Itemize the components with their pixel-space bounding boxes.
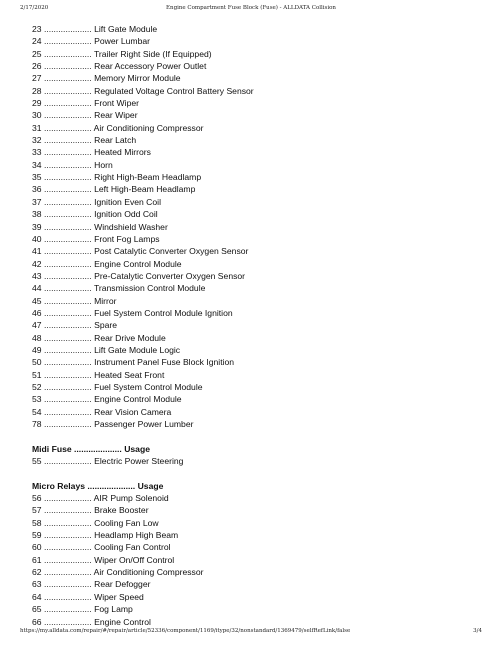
fuse-number: 57 [32, 505, 42, 516]
fuse-usage: Engine Control Module [94, 394, 182, 405]
dot-leader: .................... [43, 48, 92, 59]
fuse-number: 27 [32, 73, 42, 84]
dot-leader: .................... [43, 517, 92, 528]
fuse-number: 30 [32, 110, 42, 121]
fuse-number: 49 [32, 344, 42, 355]
list-item [32, 529, 472, 541]
dot-leader: .................... [43, 456, 92, 467]
fuse-usage: Wiper On/Off Control [94, 554, 175, 565]
fuse-number: 45 [32, 295, 42, 306]
list-item [32, 307, 472, 319]
dot-leader: .................... [43, 258, 92, 269]
list-item [32, 616, 472, 628]
dot-leader: .................... [43, 159, 92, 170]
fuse-number: 61 [32, 554, 42, 565]
list-item [32, 541, 472, 553]
dot-leader: .................... [43, 530, 92, 541]
list-item [32, 171, 472, 183]
fuse-usage: Trailer Right Side (If Equipped) [93, 48, 212, 59]
fuse-usage: Post Catalytic Converter Oxygen Sensor [94, 246, 249, 257]
list-item [32, 134, 472, 146]
heading-label: Midi Fuse [32, 443, 72, 454]
dot-leader: .................... [43, 270, 92, 281]
list-item [32, 35, 472, 47]
list-item [32, 196, 472, 208]
heading-usage: Usage [137, 480, 164, 491]
fuse-number: 37 [32, 196, 42, 207]
micro-relays-heading [32, 480, 472, 492]
fuse-list-document [32, 23, 472, 628]
fuse-usage: Right High-Beam Headlamp [94, 172, 202, 183]
dot-leader: .................... [43, 233, 92, 244]
list-item [32, 566, 472, 578]
list-item [32, 208, 472, 220]
list-item [32, 146, 472, 158]
dot-leader: .................... [43, 381, 92, 392]
dot-leader: .................... [43, 542, 92, 553]
fuse-list [32, 23, 472, 430]
fuse-number: 55 [32, 456, 42, 467]
dot-leader: .................... [43, 73, 92, 84]
list-item [32, 504, 472, 516]
list-item [32, 554, 472, 566]
fuse-number: 59 [32, 530, 42, 541]
fuse-usage: Air Conditioning Compressor [93, 122, 204, 133]
fuse-number: 78 [32, 419, 42, 429]
dot-leader: .................... [43, 394, 92, 405]
fuse-number: 32 [32, 135, 42, 146]
dot-leader: .................... [43, 246, 92, 257]
fuse-usage: Fuel System Control Module [94, 381, 203, 392]
fuse-usage: Heated Mirrors [94, 147, 151, 158]
dot-leader: .................... [43, 591, 92, 602]
fuse-usage: Ignition Even Coil [94, 196, 161, 207]
fuse-usage: Electric Power Steering [94, 456, 184, 467]
list-item [32, 381, 472, 393]
fuse-usage: Heated Seat Front [94, 369, 165, 380]
fuse-usage: Front Fog Lamps [94, 233, 160, 244]
fuse-usage: Power Lumbar [94, 36, 150, 47]
fuse-number: 33 [32, 147, 42, 158]
dot-leader: .................... [43, 419, 92, 429]
fuse-number: 38 [32, 209, 42, 220]
list-item [32, 406, 472, 418]
fuse-usage: Cooling Fan Control [94, 542, 171, 553]
fuse-usage: Pre-Catalytic Converter Oxygen Sensor [94, 270, 246, 281]
dot-leader: .................... [43, 579, 92, 590]
dot-leader: .................... [43, 147, 92, 158]
list-item [32, 48, 472, 60]
fuse-usage: Mirror [94, 295, 117, 306]
print-date: 2/17/2020 [20, 5, 49, 11]
dot-leader: .................... [43, 122, 92, 133]
list-item [32, 85, 472, 97]
fuse-number: 54 [32, 406, 42, 417]
fuse-usage: Left High-Beam Headlamp [94, 184, 196, 195]
list-item [32, 517, 472, 529]
list-item [32, 245, 472, 257]
page-url: https://my.alldata.com/repair/#/repair/article/52336/component/1169/itype/32/nonstandard/1369479/selfRefLink/false [20, 628, 351, 634]
dot-leader: .................... [43, 283, 92, 294]
fuse-number: 25 [32, 48, 42, 59]
dot-leader: .................... [43, 344, 92, 355]
fuse-number: 35 [32, 172, 42, 183]
fuse-usage: Regulated Voltage Control Battery Sensor [94, 85, 254, 96]
fuse-number: 48 [32, 332, 42, 343]
list-item [32, 109, 472, 121]
fuse-number: 66 [32, 616, 42, 627]
list-item [32, 455, 472, 467]
fuse-usage: Rear Drive Module [94, 332, 166, 343]
fuse-number: 42 [32, 258, 42, 269]
list-item [32, 233, 472, 245]
list-item [32, 356, 472, 368]
list-item [32, 332, 472, 344]
fuse-usage: Cooling Fan Low [94, 517, 159, 528]
dot-leader: .................... [43, 554, 92, 565]
fuse-usage: Brake Booster [94, 505, 149, 516]
list-item [32, 295, 472, 307]
fuse-usage: Rear Vision Camera [94, 406, 172, 417]
dot-leader: .................... [43, 61, 92, 72]
midi-fuse-list [32, 455, 472, 467]
fuse-number: 31 [32, 122, 42, 133]
list-item [32, 258, 472, 270]
fuse-usage: Transmission Control Module [93, 283, 206, 294]
list-item [32, 578, 472, 590]
fuse-number: 63 [32, 579, 42, 590]
dot-leader: .................... [43, 24, 92, 34]
list-item [32, 183, 472, 195]
dot-leader: .................... [43, 295, 92, 306]
fuse-usage: Memory Mirror Module [94, 73, 181, 84]
dot-leader: .................... [43, 85, 92, 96]
dot-leader: .................... [43, 505, 92, 516]
dot-leader: .................... [43, 320, 92, 331]
fuse-number: 44 [32, 283, 42, 294]
fuse-usage: Air Conditioning Compressor [93, 567, 204, 578]
dot-leader: .................... [43, 369, 92, 380]
dot-leader: .................... [43, 493, 92, 504]
list-item [32, 344, 472, 356]
heading-dots: .................... [87, 480, 136, 491]
fuse-usage: Spare [94, 320, 118, 331]
page-header [20, 5, 482, 13]
list-item [32, 221, 472, 233]
dot-leader: .................... [43, 221, 92, 232]
dot-leader: .................... [43, 209, 92, 220]
fuse-number: 51 [32, 369, 42, 380]
dot-leader: .................... [43, 604, 92, 615]
list-item [32, 122, 472, 134]
fuse-usage: Rear Defogger [94, 579, 151, 590]
dot-leader: .................... [43, 184, 92, 195]
page-number: 3/4 [473, 628, 482, 634]
fuse-usage: Horn [94, 159, 113, 170]
dot-leader: .................... [43, 406, 92, 417]
fuse-usage: Fog Lamp [94, 604, 133, 615]
fuse-number: 26 [32, 61, 42, 72]
fuse-usage: Engine Control Module [94, 258, 182, 269]
fuse-usage: Lift Gate Module [94, 24, 158, 34]
list-item [32, 60, 472, 72]
list-item [32, 270, 472, 282]
fuse-number: 65 [32, 604, 42, 615]
fuse-usage: Ignition Odd Coil [94, 209, 158, 220]
fuse-number: 40 [32, 233, 42, 244]
page-title: Engine Compartment Fuse Block (Fuse) - ALLDATA Collision [166, 5, 336, 11]
list-item [32, 591, 472, 603]
fuse-number: 62 [32, 567, 42, 578]
fuse-number: 29 [32, 98, 42, 109]
list-item [32, 23, 472, 35]
fuse-usage: Rear Accessory Power Outlet [94, 61, 207, 72]
list-item [32, 159, 472, 171]
list-item [32, 319, 472, 331]
fuse-number: 60 [32, 542, 42, 553]
fuse-number: 53 [32, 394, 42, 405]
fuse-usage: Engine Control [94, 616, 151, 627]
list-item [32, 72, 472, 84]
fuse-usage: Rear Latch [94, 135, 137, 146]
dot-leader: .................... [43, 357, 92, 368]
fuse-usage: Instrument Panel Fuse Block Ignition [94, 357, 235, 368]
dot-leader: .................... [43, 332, 92, 343]
page-footer [20, 628, 482, 636]
list-item [32, 603, 472, 615]
heading-dots: .................... [74, 443, 122, 454]
fuse-usage: Lift Gate Module Logic [94, 344, 181, 355]
dot-leader: .................... [43, 616, 92, 627]
section-gap [32, 430, 472, 442]
heading-usage: Usage [124, 443, 150, 454]
fuse-number: 24 [32, 36, 42, 47]
fuse-number: 43 [32, 270, 42, 281]
heading-label: Micro Relays [32, 480, 86, 491]
fuse-number: 56 [32, 493, 42, 504]
fuse-number: 28 [32, 85, 42, 96]
micro-relay-list [32, 492, 472, 628]
fuse-usage: Rear Wiper [94, 110, 138, 121]
dot-leader: .................... [43, 567, 92, 578]
list-item [32, 97, 472, 109]
fuse-usage: Passenger Power Lumber [94, 419, 194, 429]
list-item [32, 393, 472, 405]
dot-leader: .................... [43, 196, 92, 207]
fuse-number: 46 [32, 307, 42, 318]
fuse-number: 34 [32, 159, 42, 170]
fuse-usage: Wiper Speed [94, 591, 144, 602]
fuse-number: 52 [32, 381, 42, 392]
list-item [32, 369, 472, 381]
fuse-number: 36 [32, 184, 42, 195]
list-item [32, 418, 472, 430]
dot-leader: .................... [43, 36, 92, 47]
dot-leader: .................... [43, 172, 92, 183]
fuse-number: 50 [32, 357, 42, 368]
dot-leader: .................... [43, 110, 92, 121]
midi-fuse-heading [32, 443, 472, 455]
fuse-number: 41 [32, 246, 42, 257]
section-gap [32, 467, 472, 479]
fuse-usage: Fuel System Control Module Ignition [94, 307, 233, 318]
dot-leader: .................... [43, 98, 92, 109]
fuse-number: 47 [32, 320, 42, 331]
fuse-number: 39 [32, 221, 42, 232]
dot-leader: .................... [43, 135, 92, 146]
list-item [32, 282, 472, 294]
dot-leader: .................... [43, 307, 92, 318]
list-item [32, 492, 472, 504]
fuse-usage: Headlamp High Beam [94, 530, 179, 541]
fuse-usage: Front Wiper [94, 98, 139, 109]
fuse-usage: AIR Pump Solenoid [93, 493, 169, 504]
fuse-number: 58 [32, 517, 42, 528]
fuse-number: 64 [32, 591, 42, 602]
fuse-number: 23 [32, 24, 42, 34]
fuse-usage: Windshield Washer [94, 221, 168, 232]
